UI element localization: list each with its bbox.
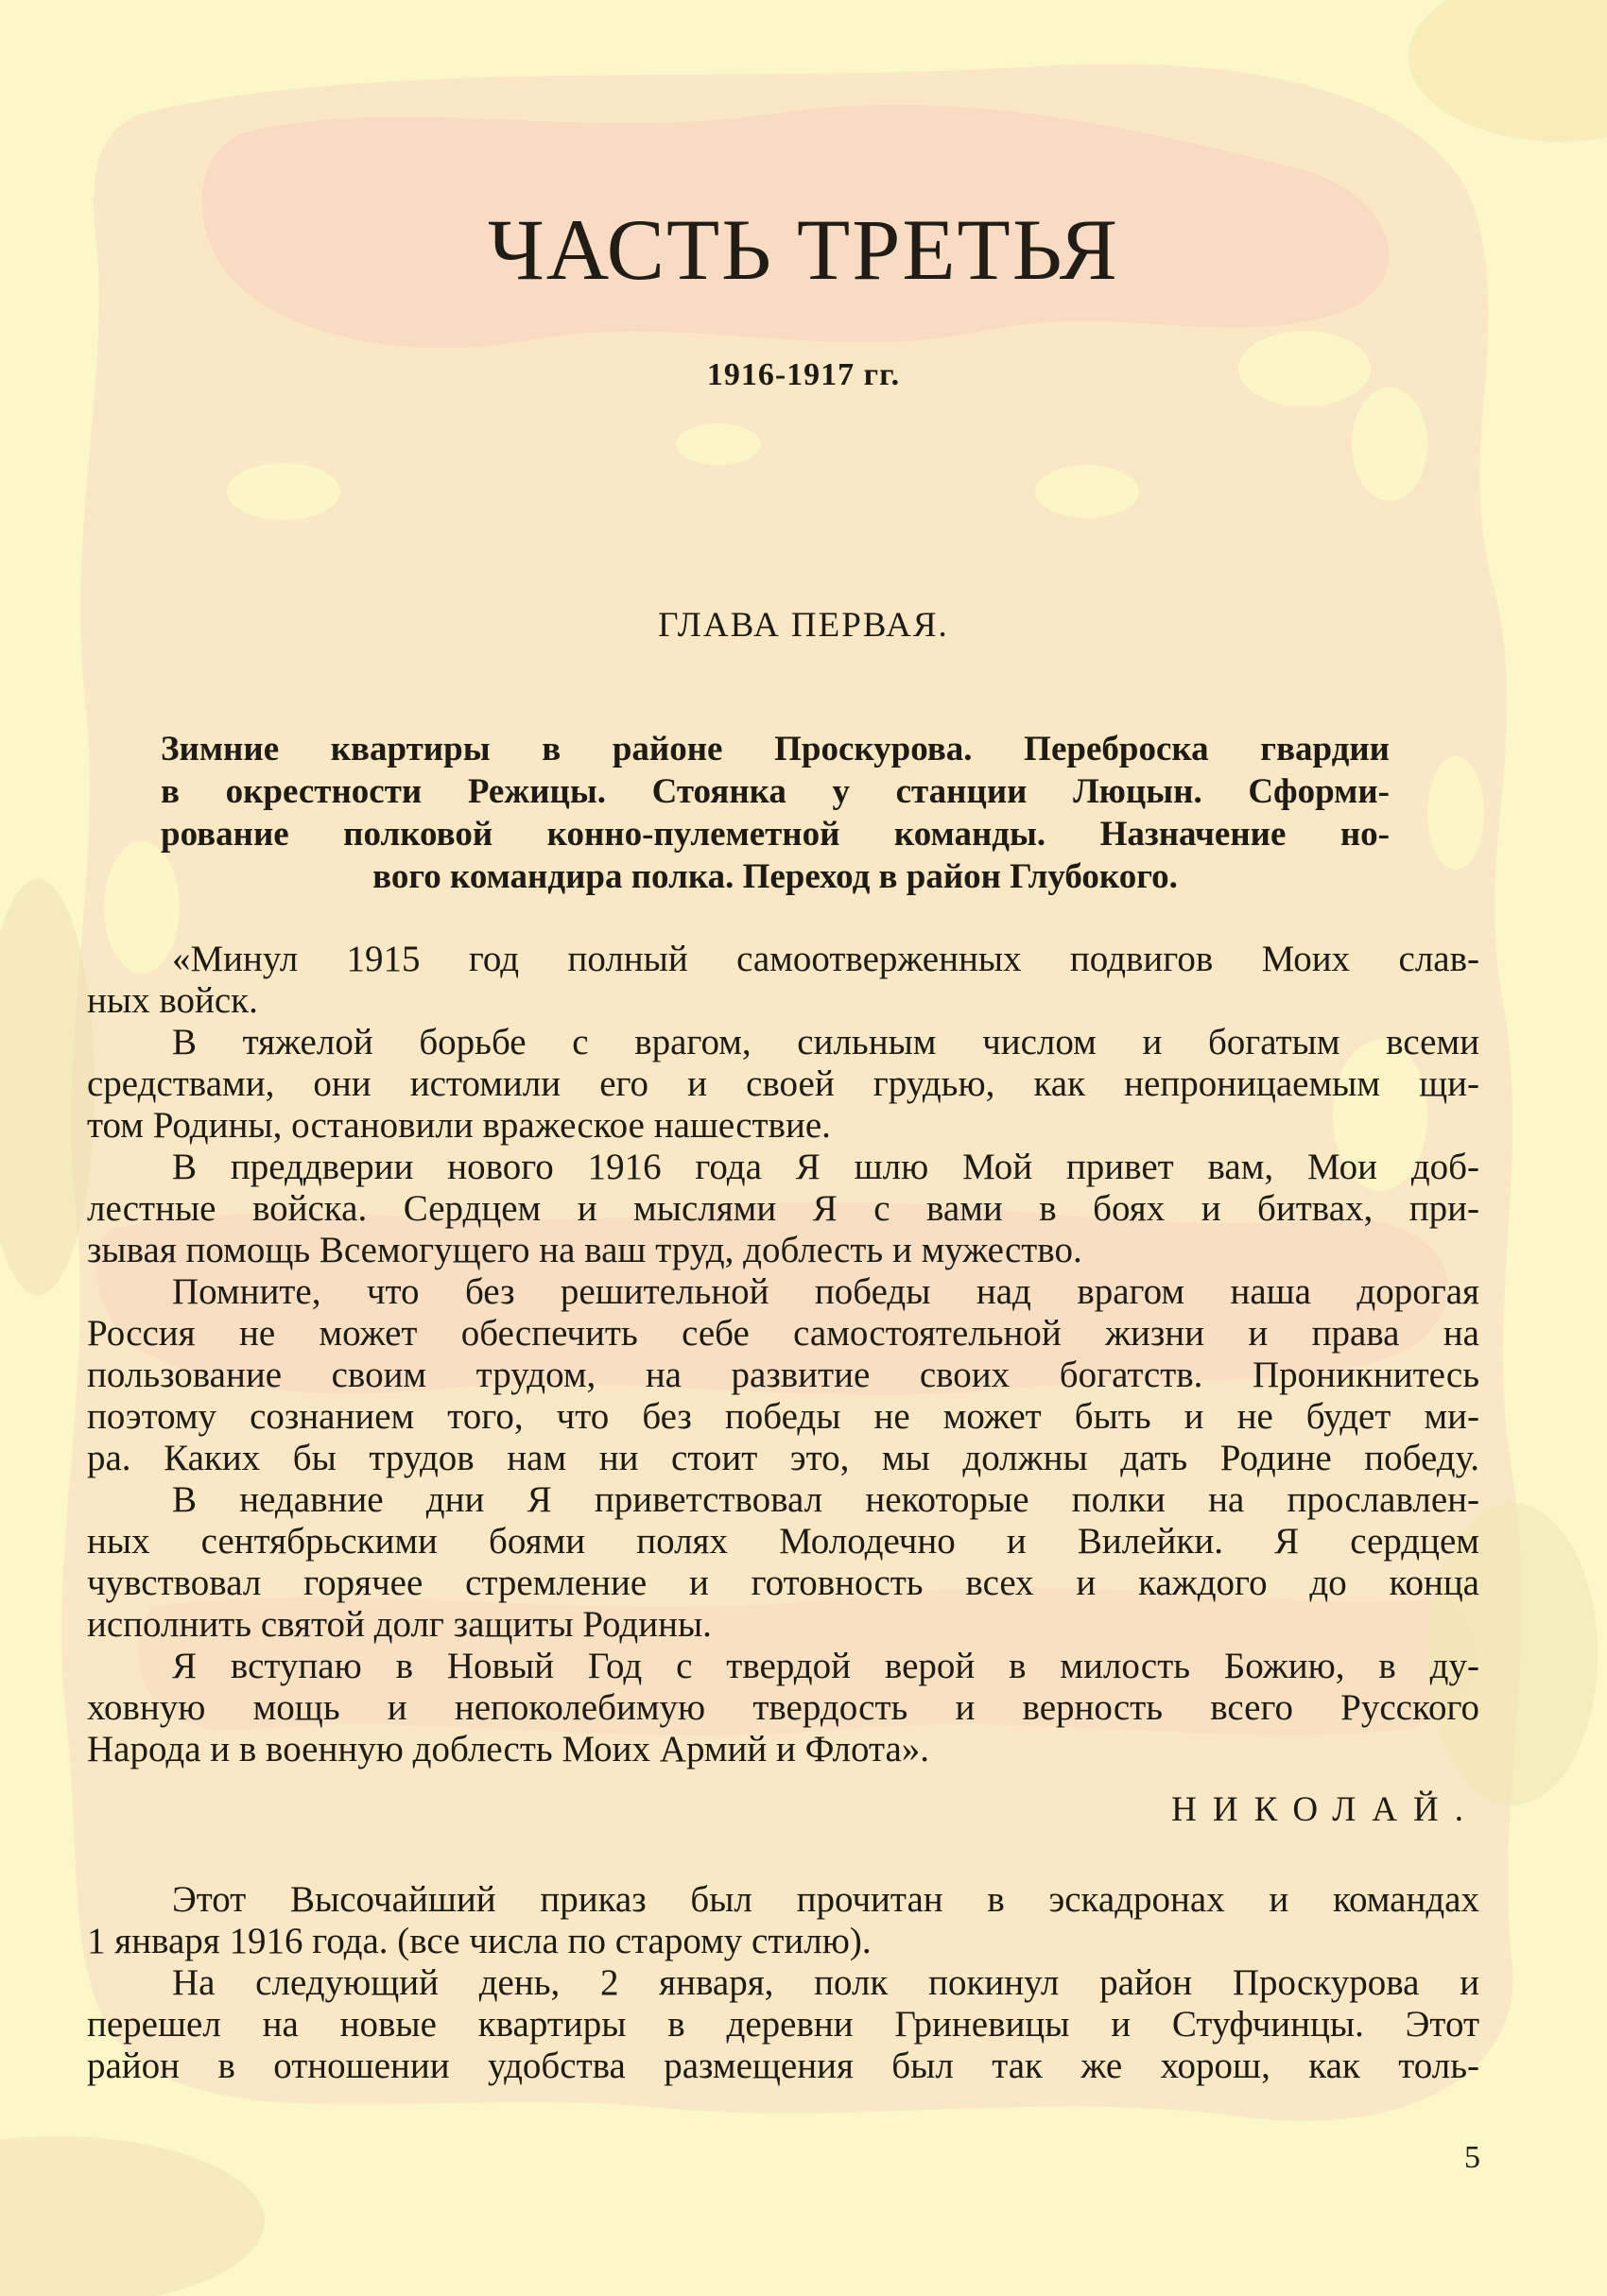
text-line: перешел на новые квартиры в деревни Гриневицы и Стуфчинцы. Этот — [87, 2004, 1479, 2045]
text-line: В недавние дни Я приветствовал некоторые полки на прославлен- — [172, 1479, 1479, 1520]
signature: НИКОЛАЙ. — [1171, 1790, 1479, 1829]
text-line: Я вступаю в Новый Год с твердой верой в милость Божию, в ду- — [172, 1646, 1479, 1686]
text-line: район в отношении удобства размещения был так же хорош, как толь- — [87, 2046, 1479, 2086]
years-subtitle: 1916-1917 гг. — [706, 357, 901, 392]
text-line: зывая помощь Всемогущего на ваш труд, доблесть и мужество. — [87, 1230, 1082, 1270]
text-line: Этот Высочайший приказ был прочитан в эскадронах и командах — [172, 1879, 1479, 1920]
text-line: На следующий день, 2 января, полк покинул район Проскурова и — [172, 1962, 1479, 2003]
text-line: пользование своим трудом, на развитие своих богатств. Проникнитесь — [87, 1355, 1479, 1395]
text-line: «Минул 1915 год полный самоотверженных подвигов Моих слав- — [172, 939, 1479, 979]
page-number: 5 — [1464, 2140, 1480, 2175]
text-line: В тяжелой борьбе с врагом, сильным числом и богатым всеми — [172, 1022, 1479, 1062]
text-line: исполнить святой долг защиты Родины. — [87, 1604, 712, 1645]
text-line: том Родины, остановили вражеское нашествие. — [87, 1105, 831, 1146]
text-line: ных сентябрьскими боями полях Молодечно и Вилейки. Я сердцем — [87, 1521, 1479, 1562]
text-line: В преддверии нового 1916 года Я шлю Мой привет вам, Мои доб- — [172, 1147, 1479, 1187]
summary-line: в окрестности Режицы. Стоянка у станции Люцын. Сформи- — [161, 772, 1390, 811]
text-line: ра. Каких бы трудов нам ни стоит это, мы должны дать Родине победу. — [87, 1438, 1479, 1478]
text-line: Народа и в военную доблесть Моих Армий и Флота». — [87, 1729, 930, 1769]
manifesto-text — [87, 939, 1479, 1770]
text-line: лестные войска. Сердцем и мыслями Я с вами в боях и битвах, при- — [87, 1188, 1479, 1229]
part-title: ЧАСТЬ ТРЕТЬЯ — [487, 201, 1120, 298]
narrative-text — [87, 1879, 1479, 2087]
chapter-summary — [161, 728, 1390, 898]
summary-line: рование полковой конно-пулеметной команды. Назначение но- — [161, 815, 1390, 854]
text-line: средствами, они истомили его и своей грудью, как непроницаемым щи- — [87, 1063, 1479, 1104]
text-line: 1 января 1916 года. (все числа по старому стилю). — [87, 1921, 872, 1961]
text-line: поэтому сознанием того, что без победы не может быть и не будет ми- — [87, 1396, 1479, 1437]
summary-line: Зимние квартиры в районе Проскурова. Переброска гвардии — [161, 730, 1390, 768]
text-line: Помните, что без решительной победы над врагом наша дорогая — [172, 1271, 1479, 1312]
text-line: Россия не может обеспечить себе самостоятельной жизни и права на — [87, 1313, 1479, 1354]
text-line: чувствовал горячее стремление и готовность всех и каждого до конца — [87, 1562, 1479, 1603]
text-line: ных войск. — [87, 980, 258, 1021]
summary-line: вого командира полка. Переход в район Глубокого. — [372, 857, 1178, 896]
text-line: ховную мощь и непоколебимую твердость и верность всего Русского — [87, 1687, 1479, 1728]
chapter-title: ГЛАВА ПЕРВАЯ. — [658, 606, 949, 645]
